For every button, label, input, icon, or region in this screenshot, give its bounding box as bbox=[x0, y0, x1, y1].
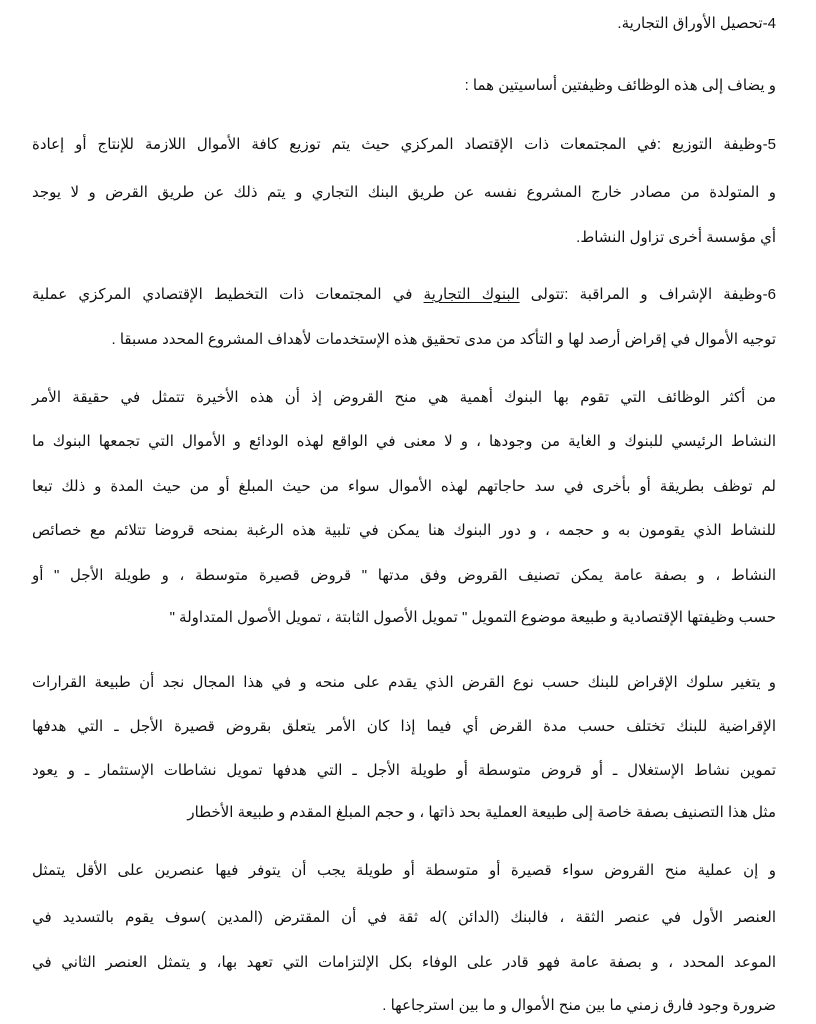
para2-line-2: الإقراضية للبنك تختلف حسب مدة القرض أي فيما إذا كان الأمر يتعلق بقروض قصيرة الأجل ـ التي هدفها bbox=[32, 718, 776, 735]
item5-line-3: أي مؤسسة أخرى تزاول النشاط. bbox=[576, 229, 776, 246]
para2-line-1: و يتغير سلوك الإقراض للبنك حسب نوع القرض الذي يقدم على منحه و في هذا المجال نجد أن طبيعة القرارات bbox=[32, 674, 776, 691]
para1-line-3: لم توظف بطريقة أو بأخرى في سد حاجاتهم لهذه الأموال سواء من حيث المبلغ أو من حيث المدة و ذلك تبعا bbox=[32, 478, 776, 495]
item6-line-1 bbox=[32, 285, 776, 305]
para3-line-2: العنصر الأول في عنصر الثقة ، فالبنك (الدائن )له ثقة في أن المقترض (المدين )سوف يقوم بالتسديد في bbox=[32, 909, 776, 926]
item6-text-after: في المجتمعات ذات التخطيط الإقتصادي المركزي عملية bbox=[32, 286, 424, 303]
para1-line-4: للنشاط الذي يقومون به و حجمه ، و دور البنوك هنا يمكن في تلبية هذه الرغبة بمنحه قروضا تتلائم مع خصائص bbox=[32, 522, 776, 539]
item6-text-before: 6-وظيفة الإشراف و المراقبة :تتولى bbox=[519, 286, 776, 303]
para1-line-5: النشاط ، و بصفة عامة يمكن تصنيف القروض وفق مدتها " قروض قصيرة متوسطة ، و طويلة الأجل " أو bbox=[32, 567, 776, 584]
para3-line-4: ضرورة وجود فارق زمني ما بين منح الأموال و ما بين استرجاعها . bbox=[382, 997, 776, 1014]
para3-line-3: الموعد المحدد ، و بصفة عامة فهو قادر على الوفاء بكل الإلتزامات التي تعهد بها، و يتمثل العنصر الثاني في bbox=[32, 954, 776, 971]
para1-line-1: من أكثر الوظائف التي تقوم بها البنوك أهمية هي منح القروض إذ أن هذه الأخيرة تتمثل في حقيقة الأمر bbox=[32, 389, 776, 406]
para2-line-4: مثل هذا التصنيف بصفة خاصة إلى طبيعة العملية بحد ذاتها ، و حجم المبلغ المقدم و طبيعة الأخطار bbox=[187, 804, 776, 821]
item5-line-2: و المتولدة من مصادر خارج المشروع نفسه عن طريق البنك التجاري و يتم ذلك عن طريق القرض و لا يوجد bbox=[32, 184, 776, 201]
para1-line-2: النشاط الرئيسي للبنوك و الغاية من وجودها ، و لا معنى في الواقع لهذه الودائع و الأموال التي تجمعها البنوك ما bbox=[32, 433, 776, 450]
underlined-term: البنوك التجارية bbox=[423, 286, 520, 303]
list-item-4: 4-تحصيل الأوراق التجارية. bbox=[617, 15, 776, 32]
para3-line-1: و إن عملية منح القروض سواء قصيرة أو متوسطة أو طويلة يجب أن يتوفر فيها عنصرين على الأقل يتمثل bbox=[32, 862, 776, 879]
intro-extra-functions: و يضاف إلى هذه الوظائف وظيفتين أساسيتين هما : bbox=[464, 77, 776, 94]
para2-line-3: تموين نشاط الإستغلال ـ أو قروض متوسطة أو طويلة الأجل ـ التي هدفها تمويل نشاطات الإستثمار ـ و يعود bbox=[32, 762, 776, 779]
para1-line-6: حسب وظيفتها الإقتصادية و طبيعة موضوع التمويل " تمويل الأصول الثابتة ، تمويل الأصول المتداولة " bbox=[169, 609, 776, 626]
item5-line-1: 5-وظيفة التوزيع :في المجتمعات ذات الإقتصاد المركزي حيث يتم توزيع كافة الأموال اللازمة للإنتاج أو إعادة bbox=[32, 136, 776, 153]
item6-line-2: توجيه الأموال في إقراض أرصد لها و التأكد من مدى تحقيق هذه الإستخدمات لأهداف المشروع المحدد مسبقا . bbox=[111, 331, 776, 348]
